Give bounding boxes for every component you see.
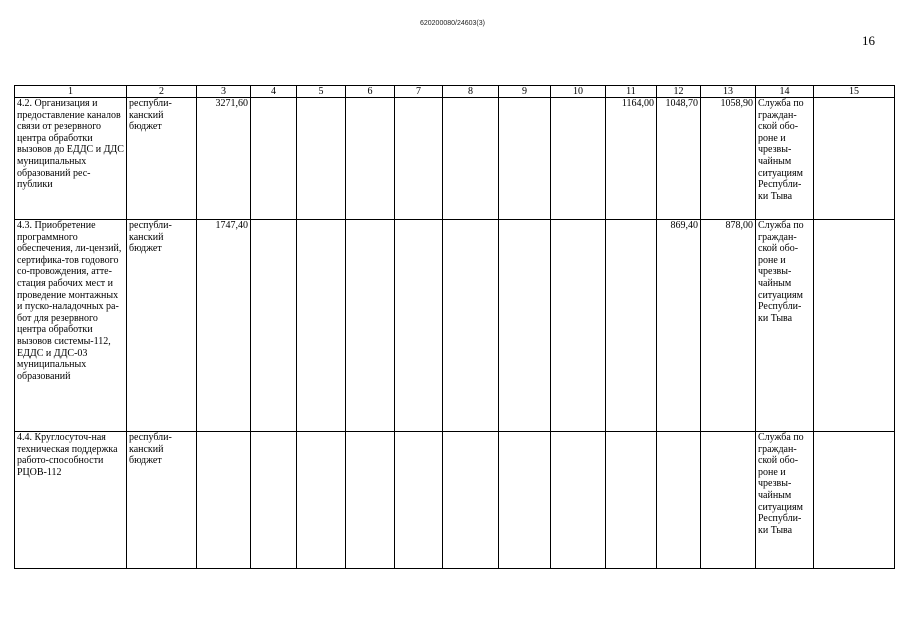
value-cell: 878,00 [701, 220, 756, 432]
column-header: 10 [551, 86, 606, 98]
column-header: 1 [15, 86, 127, 98]
value-cell [701, 432, 756, 569]
value-cell [251, 220, 297, 432]
value-cell [346, 98, 395, 220]
value-cell [443, 98, 499, 220]
value-cell [395, 220, 443, 432]
value-cell [606, 432, 657, 569]
column-header: 6 [346, 86, 395, 98]
value-cell [297, 432, 346, 569]
value-cell [395, 432, 443, 569]
total-cell: 1747,40 [197, 220, 251, 432]
value-cell [346, 432, 395, 569]
value-cell [499, 220, 551, 432]
executor-cell: Служба по граждан-ской обо-роне и чрезвы-чайным ситуациям Республи-ки Тыва [756, 432, 814, 569]
total-cell: 3271,60 [197, 98, 251, 220]
table-row [15, 220, 895, 432]
column-header: 3 [197, 86, 251, 98]
column-header: 5 [297, 86, 346, 98]
page-number: 16 [862, 33, 875, 48]
value-cell [251, 98, 297, 220]
value-cell [443, 220, 499, 432]
value-cell [551, 220, 606, 432]
total-cell [197, 432, 251, 569]
column-header: 7 [395, 86, 443, 98]
table-row [15, 432, 895, 569]
column-number-row [15, 86, 895, 98]
funding-source-cell: республи-канский бюджет [127, 432, 197, 569]
column-header: 9 [499, 86, 551, 98]
value-cell [499, 432, 551, 569]
document-code: 620200080/24603(3) [419, 20, 485, 27]
funding-source-cell: республи-канский бюджет [127, 98, 197, 220]
value-cell [551, 98, 606, 220]
column-header: 14 [756, 86, 814, 98]
activity-cell: 4.3. Приобретение программного обеспечения, ли-цензий, сертифика-тов годового со-провождения, атте-стация рабочих мест и проведение монтажных и пуско-наладочных ра-бот для резервного центра обработки вызовов системы-112, ЕДДС и ДДС-03 муниципальных образований [15, 220, 127, 432]
value-cell [657, 432, 701, 569]
value-cell [395, 98, 443, 220]
value-cell: 1164,00 [606, 98, 657, 220]
value-cell [297, 220, 346, 432]
value-cell: 869,40 [657, 220, 701, 432]
executor-cell: Служба по граждан-ской обо-роне и чрезвы-чайным ситуациям Республи-ки Тыва [756, 220, 814, 432]
value-cell: 1048,70 [657, 98, 701, 220]
column-header: 2 [127, 86, 197, 98]
value-cell [443, 432, 499, 569]
table-row [15, 98, 895, 220]
value-cell [499, 98, 551, 220]
column-header: 13 [701, 86, 756, 98]
funding-source-cell: республи-канский бюджет [127, 220, 197, 432]
data-table [14, 85, 895, 569]
executor-cell: Служба по граждан-ской обо-роне и чрезвы-чайным ситуациям Республи-ки Тыва [756, 98, 814, 220]
value-cell [346, 220, 395, 432]
value-cell [251, 432, 297, 569]
result-cell [814, 220, 895, 432]
column-header: 15 [814, 86, 895, 98]
value-cell [606, 220, 657, 432]
result-cell [814, 98, 895, 220]
activity-cell: 4.4. Круглосуточ-ная техническая поддержка работо-способности РЦОВ-112 [15, 432, 127, 569]
column-header: 12 [657, 86, 701, 98]
column-header: 4 [251, 86, 297, 98]
value-cell [297, 98, 346, 220]
column-header: 11 [606, 86, 657, 98]
result-cell [814, 432, 895, 569]
value-cell [551, 432, 606, 569]
column-header: 8 [443, 86, 499, 98]
value-cell: 1058,90 [701, 98, 756, 220]
activity-cell: 4.2. Организация и предоставление каналов связи от резервного центра обработки вызовов до ЕДДС и ДДС муниципальных образований рес-публики [15, 98, 127, 220]
